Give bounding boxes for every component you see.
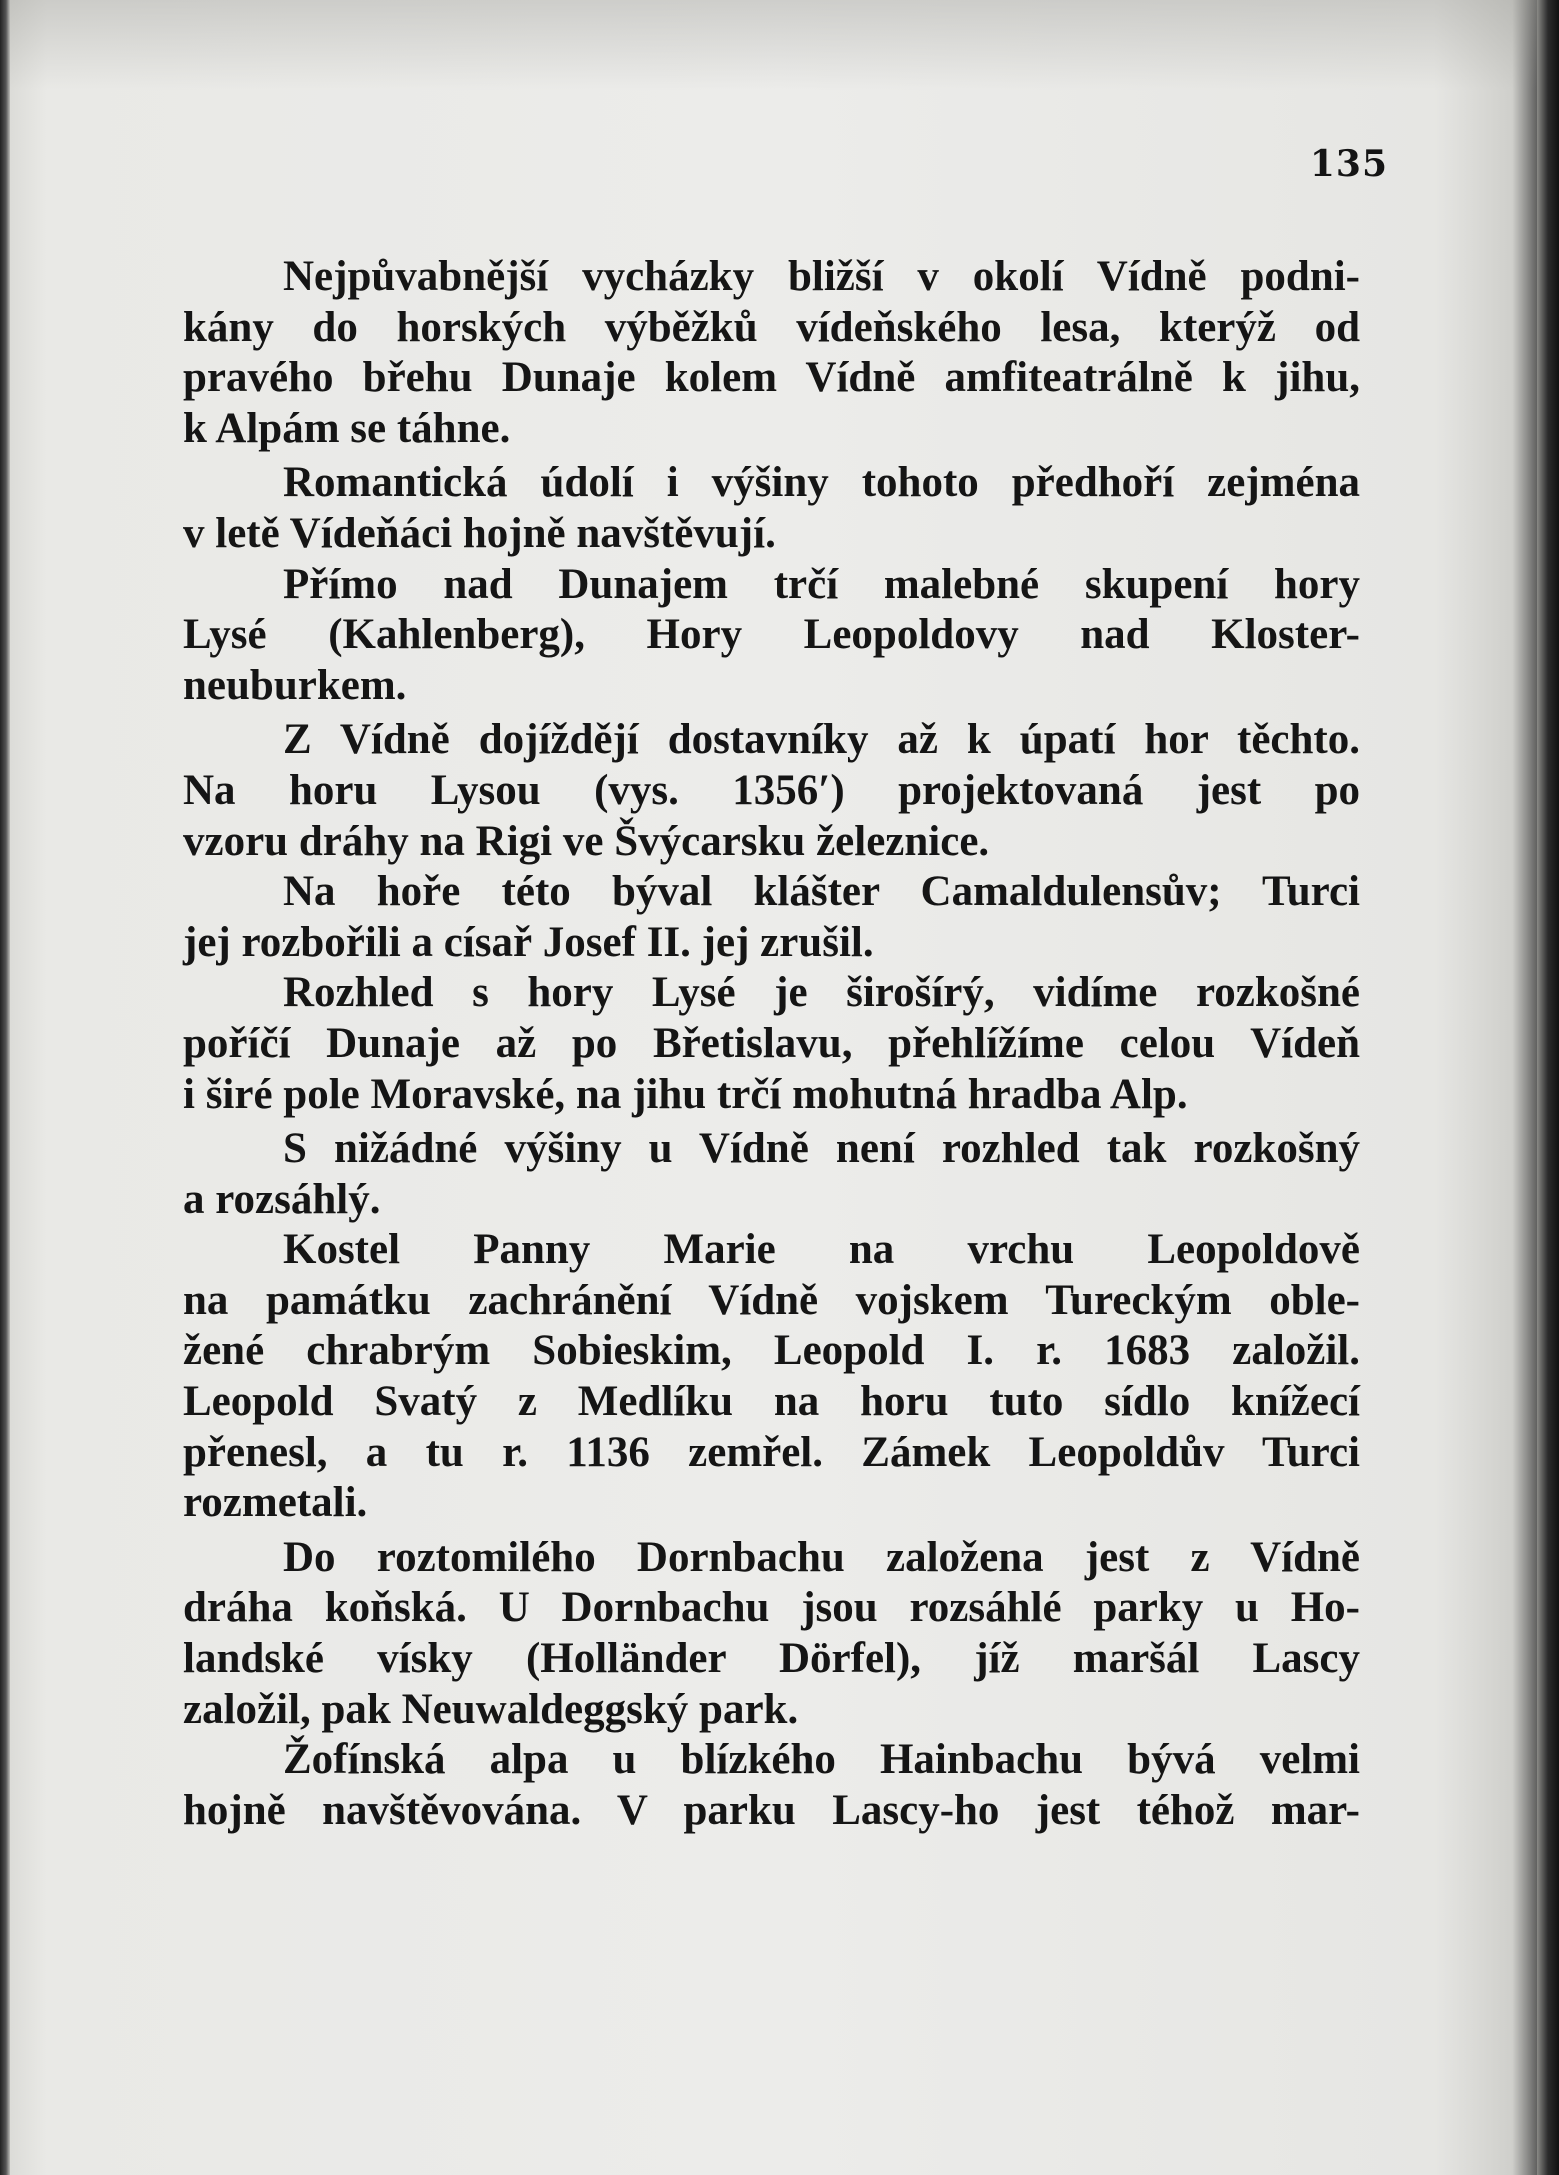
text-line: Rozhled s hory Lysé je širošírý, vidíme rozkošné bbox=[283, 969, 1360, 1017]
text-line: žené chrabrým Sobieskim, Leopold I. r. 1683 založil. bbox=[183, 1327, 1360, 1375]
text-line: Na hoře této býval klášter Camaldulensův; Turci bbox=[283, 868, 1360, 916]
body-text bbox=[183, 252, 1360, 1836]
text-line: S nižádné výšiny u Vídně není rozhled tak rozkošný bbox=[283, 1125, 1360, 1173]
text-line: neuburkem. bbox=[183, 661, 407, 709]
text-line: na památku zachránění Vídně vojskem Tureckým oble- bbox=[183, 1276, 1360, 1324]
text-line: poříčí Dunaje až po Břetislavu, přehlížíme celou Vídeň bbox=[183, 1019, 1360, 1067]
text-line: Lysé (Kahlenberg), Hory Leopoldovy nad Kloster- bbox=[183, 611, 1360, 659]
text-line: dráha koňská. U Dornbachu jsou rozsáhlé parky u Ho- bbox=[183, 1584, 1360, 1632]
scan-left-edge bbox=[0, 0, 10, 2175]
text-line: Nejpůvabnější vycházky bližší v okolí Vídně podni- bbox=[283, 253, 1360, 300]
text-line: v letě Vídeňáci hojně navštěvují. bbox=[183, 509, 776, 557]
text-line: založil, pak Neuwaldeggský park. bbox=[183, 1685, 799, 1733]
scan-shadow-top bbox=[0, 0, 1559, 90]
text-line: Romantická údolí i výšiny tohoto předhoří zejména bbox=[283, 459, 1360, 507]
text-line: Leopold Svatý z Medlíku na horu tuto sídlo knížecí bbox=[183, 1378, 1360, 1426]
text-line: Přímo nad Dunajem trčí malebné skupení hory bbox=[283, 560, 1360, 608]
text-line: přenesl, a tu r. 1136 zemřel. Zámek Leopoldův Turci bbox=[183, 1428, 1360, 1476]
page-number: 135 bbox=[1309, 143, 1388, 185]
text-line: Kostel Panny Marie na vrchu Leopoldově bbox=[283, 1226, 1360, 1274]
text-line: kány do horských výběžků vídeňského lesa, kterýž od bbox=[183, 303, 1360, 351]
text-line: Na horu Lysou (vys. 1356′) projektovaná jest po bbox=[183, 766, 1360, 814]
text-line: Žofínská alpa u blízkého Hainbachu bývá velmi bbox=[283, 1736, 1360, 1784]
text-line: vzoru dráhy na Rigi ve Švýcarsku železnice. bbox=[183, 817, 990, 865]
text-line: landské vísky (Holländer Dörfel), jíž maršál Lascy bbox=[183, 1635, 1360, 1683]
text-line: a rozsáhlý. bbox=[183, 1175, 381, 1223]
scan-right-edge bbox=[1537, 0, 1559, 2175]
text-line: k Alpám se táhne. bbox=[183, 404, 511, 452]
text-line: pravého břehu Dunaje kolem Vídně amfiteatrálně k jihu, bbox=[183, 354, 1360, 402]
text-line: jej rozbořili a císař Josef II. jej zrušil. bbox=[183, 918, 874, 966]
text-line: rozmetali. bbox=[183, 1479, 368, 1527]
text-line: hojně navštěvována. V parku Lascy-ho jest téhož mar- bbox=[183, 1786, 1360, 1834]
text-line: Do roztomilého Dornbachu založena jest z Vídně bbox=[283, 1533, 1360, 1581]
text-line: i širé pole Moravské, na jihu trčí mohutná hradba Alp. bbox=[183, 1070, 1188, 1118]
text-line: Z Vídně dojíždějí dostavníky až k úpatí hor těchto. bbox=[283, 716, 1360, 764]
